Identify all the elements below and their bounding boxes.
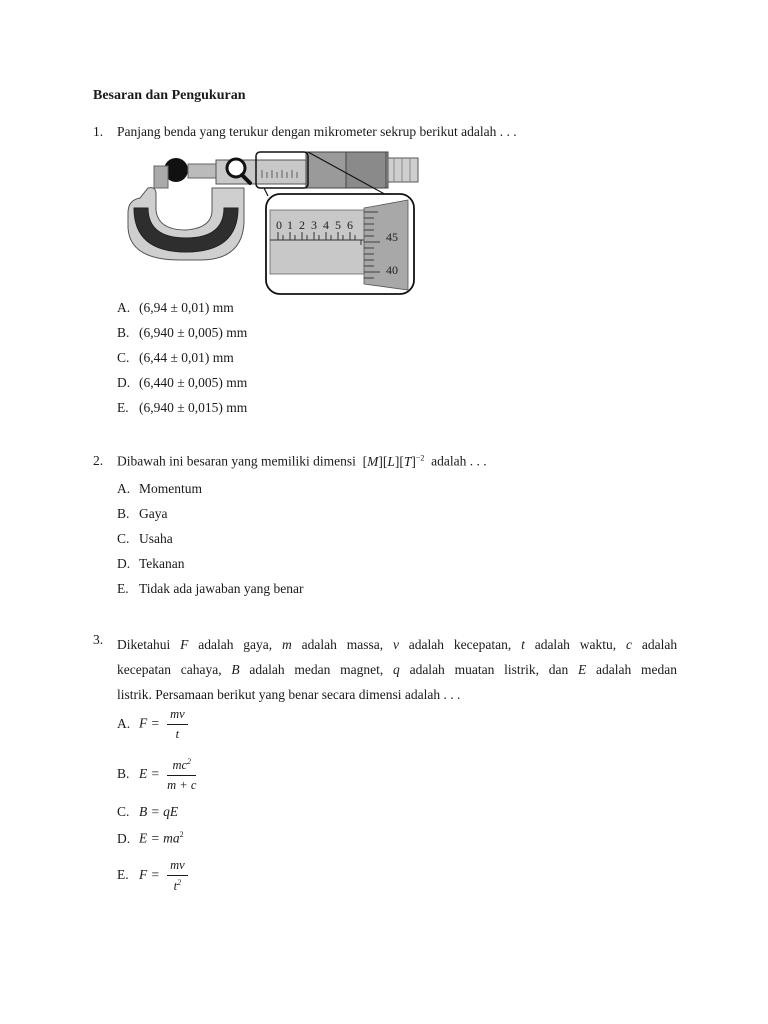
main-scale-2: 2 [299, 218, 305, 232]
q3-option-d[interactable]: D. $E = ma^2$ [117, 830, 184, 846]
main-scale-1: 1 [287, 218, 293, 232]
fraction-mv-over-t2: $\frac{mv}{t^2}$ [167, 858, 188, 894]
q1-option-e[interactable]: E. (6,940 ± 0,015) mm [117, 400, 248, 415]
spindle [188, 164, 216, 178]
main-scale-5: 5 [335, 218, 341, 232]
zoom-sleeve [270, 210, 372, 274]
question-3-number: 3. [93, 632, 104, 647]
q2-option-a[interactable]: A. Momentum [117, 481, 202, 496]
q2-option-d[interactable]: D. Tekanan [117, 556, 185, 571]
question-2-number: 2. [93, 453, 104, 468]
question-2-text: Dibawah ini besaran yang memiliki dimensi $[M][L][T]^{-2}$ adalah . . . [117, 453, 487, 469]
q1-option-a[interactable]: A. (6,94 ± 0,01) mm [117, 300, 234, 315]
q2-option-c[interactable]: C. Usaha [117, 531, 173, 546]
q2-option-b[interactable]: B. Gaya [117, 506, 168, 521]
ratchet [388, 158, 418, 182]
q1-option-c[interactable]: C. (6,44 ± 0,01) mm [117, 350, 234, 365]
main-scale-6: 6 [347, 218, 353, 232]
micrometer-figure [120, 148, 440, 298]
dimension-formula: $[M][L][T]^{-2}$ [359, 453, 425, 469]
main-scale-4: 4 [323, 218, 329, 232]
question-1-text: Panjang benda yang terukur dengan mikrometer sekrup berikut adalah . . . [117, 124, 517, 139]
q3-option-e[interactable]: E. F = $\frac{mv}{t^2}$ [117, 858, 188, 894]
q2-option-e[interactable]: E. Tidak ada jawaban yang benar [117, 581, 304, 596]
thimble-number-45: 45 [386, 230, 398, 244]
anvil [154, 166, 168, 188]
main-scale-0: 0 [276, 218, 282, 232]
q3-option-b[interactable]: B. E = $\frac{mc^2}{m + c}$ [117, 757, 197, 793]
fraction-mc2-over-m-plus-c: $\frac{mc^2}{m + c}$ [167, 757, 197, 793]
thimble-knurl [346, 152, 386, 188]
q1-option-d[interactable]: D. (6,440 ± 0,005) mm [117, 375, 248, 390]
question-3-line-2: kecepatan cahaya, B adalah medan magnet, q adalah muatan listrik, dan E adalah medan [117, 662, 678, 677]
q1-option-b[interactable]: B. (6,940 ± 0,005) mm [117, 325, 248, 340]
thimble-number-40: 40 [386, 263, 398, 277]
q3-option-a[interactable]: A. F = $\frac{mv}{t}$ [117, 707, 188, 742]
question-1-number: 1. [93, 124, 104, 139]
question-3-line-3: listrik. Persamaan berikut yang benar secara dimensi adalah . . . [117, 687, 461, 702]
fraction-mv-over-t: $\frac{mv}{t}$ [167, 707, 188, 742]
question-3-line-1: Diketahui F adalah gaya, m adalah massa, v adalah kecepatan, t adalah waktu, c adalah [117, 637, 678, 652]
page-title: Besaran dan Pengukuran [93, 88, 246, 103]
q3-option-c[interactable]: C. B = qE [117, 804, 179, 819]
main-scale-3: 3 [311, 218, 317, 232]
